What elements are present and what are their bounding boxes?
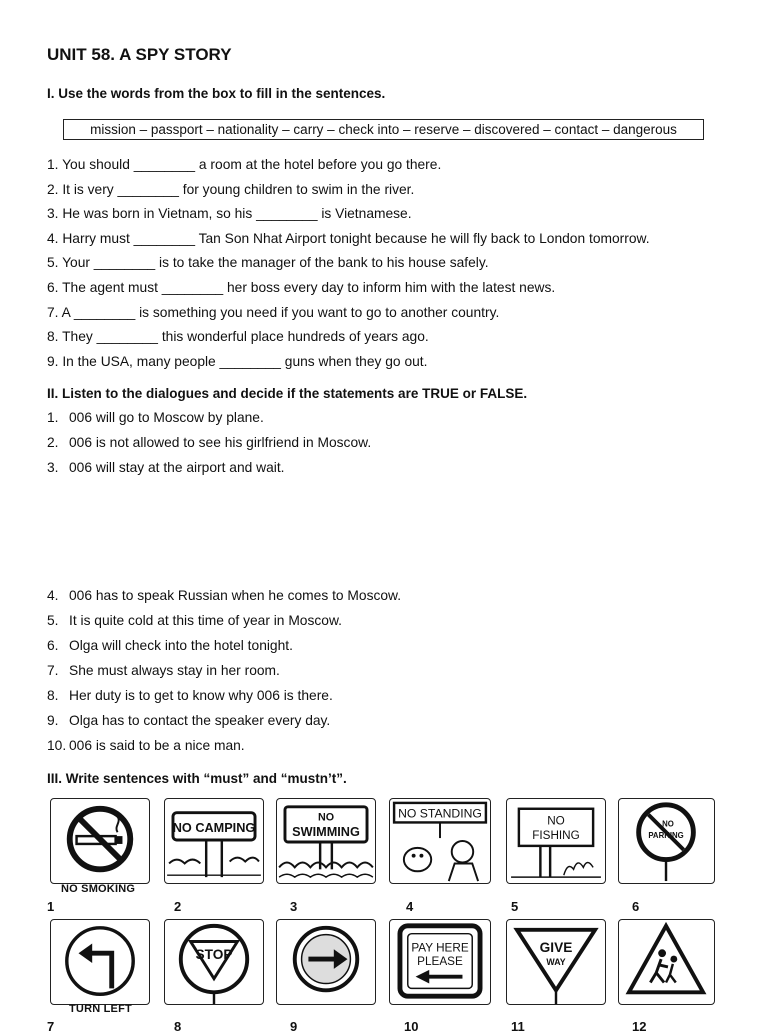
statement-text: Her duty is to get to know why 006 is there. [69, 688, 333, 703]
statement-item [47, 430, 371, 455]
no-swimming-sign [276, 798, 376, 884]
sign-number: 4 [406, 899, 414, 914]
sign-text: FISHING [532, 829, 580, 843]
sentence-item: 2. It is very ________ for young children to swim in the river. [47, 181, 415, 197]
statement-number: 7. [47, 663, 59, 678]
sign-number: 10 [404, 1019, 419, 1034]
statement-text: 006 will stay at the airport and wait. [69, 460, 285, 475]
fill-in-sentences [47, 153, 650, 374]
section3-heading: III. Write sentences with “must” and “mustn’t”. [47, 771, 347, 786]
sign-text: PAY HERE [411, 941, 469, 955]
true-false-statements-a [47, 405, 371, 480]
sign-caption: NO SMOKING [61, 883, 136, 895]
sentence-item: 9. In the USA, many people ________ guns when they go out. [47, 353, 428, 369]
statement-number: 3. [47, 460, 59, 475]
sign-number: 5 [511, 899, 519, 914]
no-smoking-icon [50, 798, 150, 884]
statement-text: She must always stay in her room. [69, 663, 280, 678]
sign-text: WAY [546, 956, 566, 967]
statement-text: Olga will check into the hotel tonight. [69, 638, 293, 653]
pay-here-sign [389, 919, 491, 1005]
signs-row-2 [47, 919, 727, 1034]
statement-item [47, 683, 401, 708]
section2-heading: II. Listen to the dialogues and decide if the statements are TRUE or FALSE. [47, 386, 528, 401]
sign-number: 12 [632, 1019, 647, 1034]
statement-number: 1. [47, 410, 59, 425]
statement-number: 6. [47, 638, 59, 653]
sentence-item: 3. He was born in Vietnam, so his ________ is Vietnamese. [47, 206, 412, 222]
sentence-item: 5. Your ________ is to take the manager of the bank to his house safely. [47, 255, 489, 271]
sentence-item: 6. The agent must ________ her boss every day to inform him with the latest news. [47, 279, 556, 295]
no-standing-sign [389, 798, 491, 884]
sign-number: 3 [290, 899, 298, 914]
sign-text: SWIMMING [292, 825, 360, 840]
sign-number: 1 [47, 899, 55, 914]
sign-number: 6 [632, 899, 640, 914]
sign-text: PARKING [648, 831, 684, 841]
no-parking-sign [618, 798, 715, 884]
turn-left-icon [50, 919, 150, 1005]
true-false-statements-b [47, 583, 401, 758]
statement-text: Olga has to contact the speaker every day. [69, 713, 331, 728]
sign-number: 2 [174, 899, 182, 914]
sign-number: 11 [511, 1019, 525, 1034]
no-fishing-sign [506, 798, 606, 884]
stop-sign [164, 919, 264, 1005]
statement-item [47, 658, 401, 683]
statement-item [47, 633, 401, 658]
signs-row-1 [47, 798, 727, 914]
statement-item [47, 733, 401, 758]
statement-item [47, 708, 401, 733]
sign-text: PLEASE [417, 954, 463, 968]
sentence-item: 7. A ________ is something you need if you want to go to another country. [47, 304, 500, 320]
sign-text: GIVE [539, 940, 573, 956]
sign-text: NO [547, 814, 565, 828]
sentence-item: 1. You should ________ a room at the hotel before you go there. [47, 157, 442, 172]
sign-number: 9 [290, 1019, 298, 1034]
pedestrian-crossing-sign [618, 919, 715, 1005]
sign-text: NO [317, 811, 335, 824]
statement-item [47, 583, 401, 608]
sign-text: NO STANDING [398, 806, 482, 821]
statement-text: 006 will go to Moscow by plane. [69, 410, 264, 425]
statement-text: 006 has to speak Russian when he comes to Moscow. [69, 588, 402, 603]
statement-item [47, 608, 401, 633]
sign-number: 8 [174, 1019, 182, 1034]
statement-number: 9. [47, 713, 59, 728]
statement-text: 006 is not allowed to see his girlfriend in Moscow. [69, 435, 372, 450]
sign-text: NO CAMPING [172, 821, 256, 836]
no-camping-sign [164, 798, 264, 884]
sign-text: NO [662, 819, 674, 829]
word-box: mission – passport – nationality – carry – check into – reserve – discovered – contact – dangerous [63, 119, 704, 140]
statement-item [47, 405, 371, 430]
sign-caption: TURN LEFT [69, 1003, 132, 1015]
sentence-item: 4. Harry must ________ Tan Son Nhat Airport tonight because he will fly back to London tomorrow. [47, 230, 650, 246]
statement-number: 2. [47, 435, 59, 450]
page-title: UNIT 58. A SPY STORY [47, 45, 232, 64]
statement-text: 006 is said to be a nice man. [69, 738, 245, 753]
statement-number: 8. [47, 688, 59, 703]
statement-number: 5. [47, 613, 59, 628]
statement-number: 10. [47, 738, 67, 753]
sign-text: STOP [195, 947, 233, 963]
statement-text: It is quite cold at this time of year in Moscow. [69, 613, 342, 628]
section1-heading: I. Use the words from the box to fill in the sentences. [47, 86, 386, 101]
sentence-item: 8. They ________ this wonderful place hundreds of years ago. [47, 329, 429, 345]
give-way-sign [506, 919, 606, 1005]
arrow-right-sign [276, 919, 376, 1005]
statement-number: 4. [47, 588, 59, 603]
sign-number: 7 [47, 1019, 55, 1034]
statement-item [47, 455, 371, 480]
